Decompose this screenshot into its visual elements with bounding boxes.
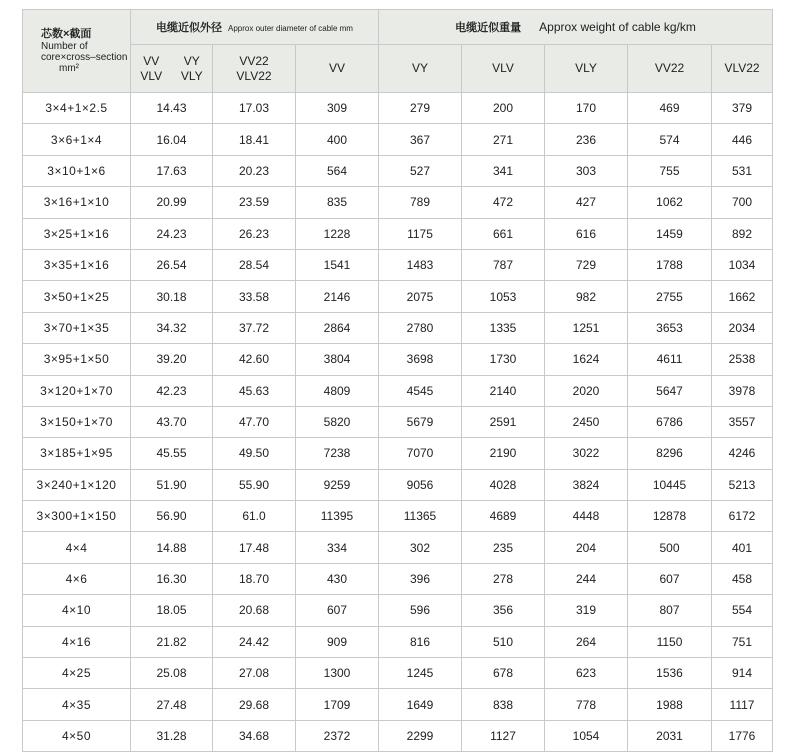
header-corner-zh: 芯数×截面	[41, 27, 92, 40]
header-col-vv22	[213, 45, 296, 93]
cell-diameter-vv-vy: 39.20	[131, 344, 213, 375]
cell-diameter-vv-vy: 42.23	[131, 375, 213, 406]
cell-weight-vv: 2372	[296, 720, 379, 751]
cell-weight-vlv22: 700	[712, 187, 773, 218]
cell-diameter-vv22: 18.70	[213, 563, 296, 594]
table-row	[23, 595, 773, 626]
cell-weight-vlv22: 6172	[712, 501, 773, 532]
cell-weight-vlv22: 1034	[712, 249, 773, 280]
cell-weight-vlv: 472	[462, 187, 545, 218]
header-weight-vv: VV	[296, 45, 379, 93]
cell-spec: 4×10	[23, 595, 131, 626]
table-row	[23, 626, 773, 657]
cell-weight-vlv22: 3978	[712, 375, 773, 406]
cell-diameter-vv22: 61.0	[213, 501, 296, 532]
table-row	[23, 249, 773, 280]
header-corner-unit: mm²	[59, 62, 79, 74]
cell-spec: 3×300+1×150	[23, 501, 131, 532]
cell-weight-vv: 607	[296, 595, 379, 626]
header-weight-group	[379, 10, 773, 45]
cell-spec: 3×6+1×4	[23, 124, 131, 155]
table-row	[23, 155, 773, 186]
cell-spec: 3×240+1×120	[23, 469, 131, 500]
cell-weight-vly: 982	[545, 281, 628, 312]
cell-weight-vlv22: 446	[712, 124, 773, 155]
cell-weight-vlv: 510	[462, 626, 545, 657]
cell-weight-vv: 334	[296, 532, 379, 563]
cell-weight-vlv22: 458	[712, 563, 773, 594]
cell-weight-vlv: 235	[462, 532, 545, 563]
cell-diameter-vv-vy: 14.88	[131, 532, 213, 563]
cell-weight-vy: 527	[379, 155, 462, 186]
cell-weight-vv: 400	[296, 124, 379, 155]
cell-weight-vly: 3022	[545, 438, 628, 469]
cell-weight-vv22: 1536	[628, 658, 712, 689]
header-vly: VLY	[180, 68, 203, 83]
cell-weight-vv22: 12878	[628, 501, 712, 532]
cell-diameter-vv-vy: 21.82	[131, 626, 213, 657]
cell-weight-vv22: 1459	[628, 218, 712, 249]
header-diameter-group	[131, 10, 379, 45]
header-weight-vy: VY	[379, 45, 462, 93]
cell-weight-vlv22: 914	[712, 658, 773, 689]
cell-weight-vy: 302	[379, 532, 462, 563]
cell-weight-vly: 427	[545, 187, 628, 218]
cell-weight-vlv: 838	[462, 689, 545, 720]
cell-diameter-vv22: 18.41	[213, 124, 296, 155]
cell-weight-vv22: 6786	[628, 406, 712, 437]
cell-weight-vly: 3824	[545, 469, 628, 500]
cell-diameter-vv22: 55.90	[213, 469, 296, 500]
cell-weight-vly: 616	[545, 218, 628, 249]
table-row	[23, 658, 773, 689]
cell-weight-vv: 909	[296, 626, 379, 657]
cell-weight-vv: 2864	[296, 312, 379, 343]
table-row	[23, 438, 773, 469]
cell-weight-vlv22: 5213	[712, 469, 773, 500]
cell-weight-vlv22: 379	[712, 93, 773, 124]
cell-spec: 4×35	[23, 689, 131, 720]
cell-weight-vly: 623	[545, 658, 628, 689]
cell-weight-vly: 303	[545, 155, 628, 186]
cell-weight-vlv22: 531	[712, 155, 773, 186]
header-diameter-en: Approx outer diameter of cable mm	[228, 24, 353, 33]
cell-weight-vy: 1483	[379, 249, 462, 280]
cell-weight-vly: 170	[545, 93, 628, 124]
cell-weight-vlv22: 2034	[712, 312, 773, 343]
cell-weight-vlv: 2190	[462, 438, 545, 469]
header-weight-vly: VLY	[545, 45, 628, 93]
cell-weight-vlv: 356	[462, 595, 545, 626]
cell-weight-vlv: 787	[462, 249, 545, 280]
header-weight-vlv22: VLV22	[712, 45, 773, 93]
cell-weight-vlv22: 3557	[712, 406, 773, 437]
header-vlv22: VLV22	[236, 68, 272, 83]
header-vv22: VV22	[239, 53, 269, 68]
cell-weight-vly: 244	[545, 563, 628, 594]
cell-diameter-vv22: 17.48	[213, 532, 296, 563]
cell-weight-vy: 2780	[379, 312, 462, 343]
cell-weight-vly: 1054	[545, 720, 628, 751]
cable-spec-table	[22, 9, 773, 752]
header-weight-en: Approx weight of cable kg/km	[539, 20, 696, 34]
header-row-group	[23, 10, 773, 45]
cell-weight-vlv22: 1776	[712, 720, 773, 751]
cell-weight-vy: 3698	[379, 344, 462, 375]
cell-spec: 3×185+1×95	[23, 438, 131, 469]
cell-spec: 4×6	[23, 563, 131, 594]
cell-weight-vv: 5820	[296, 406, 379, 437]
cell-weight-vv22: 607	[628, 563, 712, 594]
cell-weight-vly: 2450	[545, 406, 628, 437]
cell-spec: 3×95+1×50	[23, 344, 131, 375]
cell-weight-vv22: 1062	[628, 187, 712, 218]
cell-weight-vv22: 4611	[628, 344, 712, 375]
cell-weight-vy: 596	[379, 595, 462, 626]
cell-weight-vlv22: 2538	[712, 344, 773, 375]
cell-weight-vy: 5679	[379, 406, 462, 437]
cell-weight-vv: 309	[296, 93, 379, 124]
table-body	[23, 93, 773, 752]
cell-diameter-vv22: 33.58	[213, 281, 296, 312]
cell-weight-vlv: 1053	[462, 281, 545, 312]
cell-diameter-vv-vy: 34.32	[131, 312, 213, 343]
cell-weight-vv: 835	[296, 187, 379, 218]
cell-diameter-vv-vy: 31.28	[131, 720, 213, 751]
cell-diameter-vv-vy: 16.30	[131, 563, 213, 594]
cell-diameter-vv-vy: 51.90	[131, 469, 213, 500]
cell-weight-vlv: 661	[462, 218, 545, 249]
cell-diameter-vv-vy: 26.54	[131, 249, 213, 280]
cell-diameter-vv22: 37.72	[213, 312, 296, 343]
cell-spec: 3×4+1×2.5	[23, 93, 131, 124]
cell-weight-vly: 729	[545, 249, 628, 280]
header-row-columns	[23, 45, 773, 93]
cell-diameter-vv-vy: 17.63	[131, 155, 213, 186]
cell-spec: 4×16	[23, 626, 131, 657]
cell-weight-vlv: 1335	[462, 312, 545, 343]
table-row	[23, 218, 773, 249]
cell-weight-vlv: 4689	[462, 501, 545, 532]
cell-weight-vv: 1300	[296, 658, 379, 689]
cell-weight-vv22: 755	[628, 155, 712, 186]
cell-weight-vv: 1709	[296, 689, 379, 720]
cell-diameter-vv-vy: 56.90	[131, 501, 213, 532]
cell-spec: 3×35+1×16	[23, 249, 131, 280]
cell-diameter-vv-vy: 24.23	[131, 218, 213, 249]
cell-weight-vv22: 2031	[628, 720, 712, 751]
cell-spec: 4×50	[23, 720, 131, 751]
table-row	[23, 187, 773, 218]
cell-diameter-vv-vy: 14.43	[131, 93, 213, 124]
cell-weight-vv22: 469	[628, 93, 712, 124]
cell-diameter-vv22: 20.68	[213, 595, 296, 626]
table-row	[23, 375, 773, 406]
cell-diameter-vv22: 28.54	[213, 249, 296, 280]
cell-weight-vy: 367	[379, 124, 462, 155]
cell-diameter-vv-vy: 45.55	[131, 438, 213, 469]
cell-weight-vly: 264	[545, 626, 628, 657]
cell-weight-vlv: 341	[462, 155, 545, 186]
cell-weight-vlv: 678	[462, 658, 545, 689]
cell-weight-vy: 11365	[379, 501, 462, 532]
cell-spec: 4×4	[23, 532, 131, 563]
cell-spec: 3×16+1×10	[23, 187, 131, 218]
cell-weight-vly: 204	[545, 532, 628, 563]
cell-weight-vlv22: 751	[712, 626, 773, 657]
cell-weight-vv22: 3653	[628, 312, 712, 343]
cell-weight-vv22: 5647	[628, 375, 712, 406]
cell-weight-vv: 430	[296, 563, 379, 594]
cell-weight-vlv22: 1117	[712, 689, 773, 720]
table-row	[23, 563, 773, 594]
header-core-section	[23, 10, 131, 93]
cell-weight-vly: 2020	[545, 375, 628, 406]
table-row	[23, 406, 773, 437]
cell-weight-vv22: 1150	[628, 626, 712, 657]
header-vv: VV	[143, 53, 160, 68]
cell-weight-vv22: 10445	[628, 469, 712, 500]
cell-spec: 3×10+1×6	[23, 155, 131, 186]
cell-weight-vlv: 2140	[462, 375, 545, 406]
cell-weight-vlv22: 4246	[712, 438, 773, 469]
cell-weight-vy: 1175	[379, 218, 462, 249]
cell-weight-vly: 1624	[545, 344, 628, 375]
cell-weight-vly: 4448	[545, 501, 628, 532]
cell-weight-vlv22: 401	[712, 532, 773, 563]
cell-weight-vv22: 1788	[628, 249, 712, 280]
cell-weight-vy: 4545	[379, 375, 462, 406]
cell-weight-vlv: 4028	[462, 469, 545, 500]
cell-weight-vy: 789	[379, 187, 462, 218]
cell-weight-vly: 778	[545, 689, 628, 720]
cell-weight-vlv: 1730	[462, 344, 545, 375]
cell-diameter-vv-vy: 18.05	[131, 595, 213, 626]
cell-weight-vv: 1228	[296, 218, 379, 249]
cell-weight-vv22: 807	[628, 595, 712, 626]
header-corner-en: Number of core×cross–section	[41, 40, 128, 63]
cell-spec: 3×150+1×70	[23, 406, 131, 437]
header-vy: VY	[183, 53, 200, 68]
table-row	[23, 281, 773, 312]
cell-weight-vv22: 1988	[628, 689, 712, 720]
cell-diameter-vv-vy: 20.99	[131, 187, 213, 218]
cell-spec: 3×25+1×16	[23, 218, 131, 249]
cell-diameter-vv-vy: 27.48	[131, 689, 213, 720]
cell-diameter-vv22: 20.23	[213, 155, 296, 186]
cell-weight-vv22: 574	[628, 124, 712, 155]
header-weight-vlv: VLV	[462, 45, 545, 93]
table-row	[23, 93, 773, 124]
cell-diameter-vv22: 47.70	[213, 406, 296, 437]
cell-weight-vv: 3804	[296, 344, 379, 375]
cell-diameter-vv-vy: 43.70	[131, 406, 213, 437]
cell-spec: 4×25	[23, 658, 131, 689]
table-row	[23, 532, 773, 563]
cell-weight-vlv22: 1662	[712, 281, 773, 312]
cell-weight-vv: 9259	[296, 469, 379, 500]
cell-diameter-vv22: 42.60	[213, 344, 296, 375]
header-weight-vv22: VV22	[628, 45, 712, 93]
cell-weight-vy: 396	[379, 563, 462, 594]
cell-weight-vv: 4809	[296, 375, 379, 406]
table-row	[23, 344, 773, 375]
cell-diameter-vv22: 49.50	[213, 438, 296, 469]
cell-weight-vy: 816	[379, 626, 462, 657]
cell-diameter-vv-vy: 16.04	[131, 124, 213, 155]
cell-weight-vy: 2299	[379, 720, 462, 751]
cell-weight-vlv22: 892	[712, 218, 773, 249]
cell-weight-vly: 1251	[545, 312, 628, 343]
cell-weight-vy: 1245	[379, 658, 462, 689]
cell-weight-vlv: 200	[462, 93, 545, 124]
cell-weight-vlv: 2591	[462, 406, 545, 437]
cell-diameter-vv22: 34.68	[213, 720, 296, 751]
cell-spec: 3×50+1×25	[23, 281, 131, 312]
cell-weight-vy: 2075	[379, 281, 462, 312]
cell-diameter-vv22: 17.03	[213, 93, 296, 124]
cell-spec: 3×70+1×35	[23, 312, 131, 343]
cell-diameter-vv22: 26.23	[213, 218, 296, 249]
cell-weight-vv: 2146	[296, 281, 379, 312]
table-row	[23, 720, 773, 751]
table-row	[23, 124, 773, 155]
cell-diameter-vv22: 45.63	[213, 375, 296, 406]
cell-weight-vlv22: 554	[712, 595, 773, 626]
cell-weight-vly: 319	[545, 595, 628, 626]
cell-weight-vv22: 500	[628, 532, 712, 563]
cell-weight-vy: 1649	[379, 689, 462, 720]
table-row	[23, 501, 773, 532]
cell-weight-vy: 9056	[379, 469, 462, 500]
cell-spec: 3×120+1×70	[23, 375, 131, 406]
cell-diameter-vv22: 29.68	[213, 689, 296, 720]
cell-weight-vv: 7238	[296, 438, 379, 469]
cell-diameter-vv-vy: 30.18	[131, 281, 213, 312]
cell-weight-vlv: 271	[462, 124, 545, 155]
header-weight-zh: 电缆近似重量	[455, 22, 522, 34]
cell-diameter-vv22: 24.42	[213, 626, 296, 657]
cell-diameter-vv22: 27.08	[213, 658, 296, 689]
header-col-vv-vy	[131, 45, 213, 93]
cell-weight-vlv: 1127	[462, 720, 545, 751]
cell-weight-vv22: 2755	[628, 281, 712, 312]
header-diameter-zh: 电缆近似外径	[156, 22, 223, 34]
cell-weight-vly: 236	[545, 124, 628, 155]
table-row	[23, 312, 773, 343]
cell-weight-vv: 1541	[296, 249, 379, 280]
cell-weight-vv22: 8296	[628, 438, 712, 469]
cell-weight-vy: 7070	[379, 438, 462, 469]
cell-diameter-vv-vy: 25.08	[131, 658, 213, 689]
header-vlv: VLV	[140, 68, 163, 83]
cell-weight-vy: 279	[379, 93, 462, 124]
table-row	[23, 469, 773, 500]
cell-weight-vlv: 278	[462, 563, 545, 594]
cell-weight-vv: 564	[296, 155, 379, 186]
cell-diameter-vv22: 23.59	[213, 187, 296, 218]
cell-weight-vv: 11395	[296, 501, 379, 532]
